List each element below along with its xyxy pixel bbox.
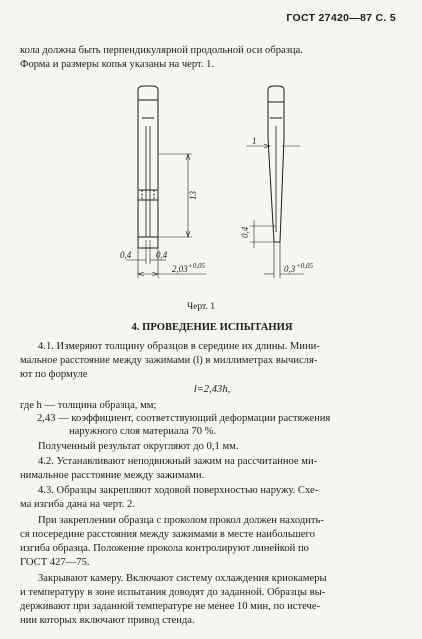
p-fix-line-4: ГОСТ 427—75.: [20, 557, 90, 568]
dim-04-vert-label: 0,4: [240, 226, 250, 238]
p-close-line-4: нии которых включают привод стенда.: [20, 615, 195, 626]
p-close-line-3: держивают при заданной температуре не менее 10 мин, по истече-: [20, 601, 321, 612]
p43-line-2: ма изгиба дана на черт. 2.: [20, 499, 135, 510]
result-line: Полученный результат округляют до 0,1 мм.: [38, 441, 239, 452]
p41-line-2: мальное расстояние между зажимами (l) в миллиметрах вычисля-: [20, 355, 318, 366]
section-title: 4. ПРОВЕДЕНИЕ ИСПЫТАНИЯ: [131, 322, 293, 333]
spear-diagram-svg: [100, 82, 340, 282]
dim-04-right-label: 0,4: [156, 250, 168, 260]
p-fix-line-1: При закреплении образца с проколом прокол должен находить-: [38, 515, 324, 526]
dim-203-label: 2,03: [172, 264, 188, 274]
dim-04-left-label: 0,4: [120, 250, 132, 260]
dim-203-tol-label: +0,05: [188, 262, 205, 270]
where-line-3: наружного слоя материала 70 %.: [69, 426, 217, 437]
p-close-line-2: и температуру в зоне испытания доводят до заданной. Образцы вы-: [20, 587, 326, 598]
spear-tip-side: [268, 86, 284, 102]
dim-03-label: 0,3: [284, 264, 296, 274]
p42-line-1: 4.2. Устанавливают неподвижный зажим на рассчитанное ми-: [38, 456, 318, 467]
formula: l=2,43h,: [193, 384, 231, 395]
p-fix-line-3: изгиба образца. Положение прокола контролируют линейкой по: [20, 543, 309, 554]
p-fix-line-2: ся посередине расстояния между зажимами в месте наибольшего: [20, 529, 315, 540]
p41-line-1: 4.1. Измеряют толщину образцов в середине их длины. Мини-: [38, 341, 320, 352]
where-line-2: 2,43 — коэффициент, соответствующий деформации растяжения: [37, 413, 331, 424]
dim-03-tol-label: +0,05: [296, 262, 313, 270]
p43-line-1: 4.3. Образцы закрепляют ходовой поверхностью наружу. Схе-: [38, 485, 319, 496]
intro-line-2: Форма и размеры копья указаны на черт. 1.: [20, 59, 215, 70]
page-header: ГОСТ 27420—87 С. 5: [286, 12, 396, 24]
intro-line-1: кола должна быть перпендикулярной продольной оси образца.: [20, 45, 303, 56]
where-line-1: где h — толщина образца, мм;: [20, 400, 157, 411]
dim-13-label: 13: [188, 191, 198, 200]
figure-caption: Черт. 1: [187, 302, 215, 312]
spear-tip-front: [138, 86, 158, 100]
dim-1-label: 1: [252, 136, 257, 146]
spear-drawing: [100, 82, 340, 282]
p41-line-3: ют по формуле: [20, 369, 88, 380]
p42-line-2: нимальное расстояние между зажимами.: [20, 470, 205, 481]
p-close-line-1: Закрывают камеру. Включают систему охлаждения криокамеры: [38, 573, 327, 584]
